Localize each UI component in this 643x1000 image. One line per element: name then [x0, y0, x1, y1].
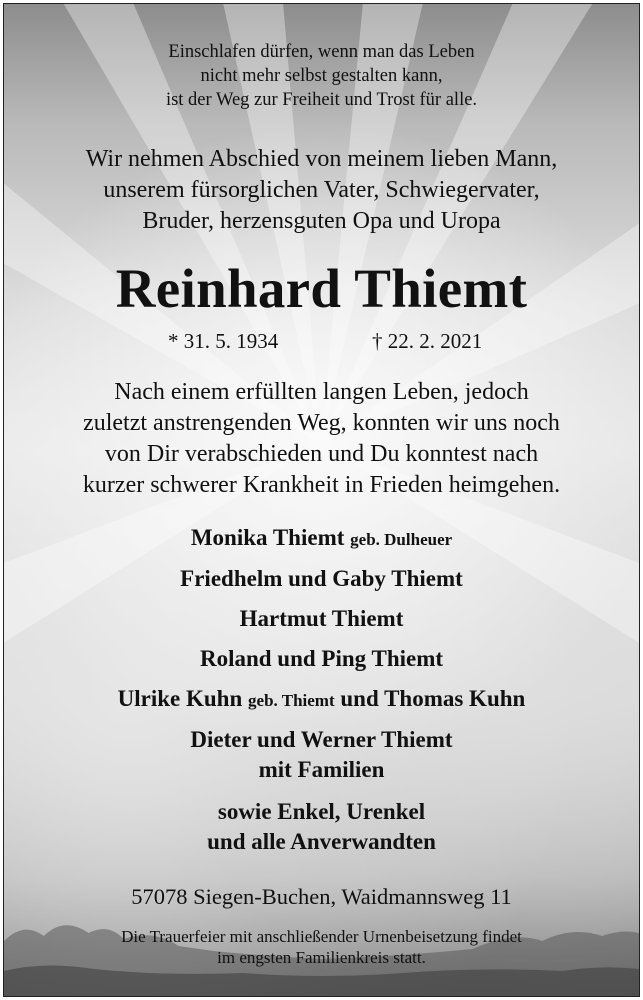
family-member: und alle Anverwandten	[207, 829, 436, 854]
motto	[4, 40, 639, 112]
address: 57078 Siegen-Buchen, Waidmannsweg 11	[131, 884, 512, 909]
deceased-name: Reinhard Thiemt	[115, 258, 528, 319]
intro	[4, 144, 639, 237]
family-member: Hartmut Thiemt	[239, 606, 404, 631]
family-member: mit Familien	[258, 757, 385, 782]
family-member: sowie Enkel, Urenkel	[217, 799, 426, 824]
farewell-line: kurzer schwerer Krankheit in Frieden heimgehen.	[82, 472, 561, 498]
family-member: Friedhelm und Gaby Thiemt	[180, 566, 463, 591]
obituary-card	[3, 3, 640, 997]
family-name: Ulrike Kuhn	[117, 686, 243, 711]
farewell-line: zuletzt anstrengenden Weg, konnten wir uns noch	[83, 410, 560, 436]
maiden-name: geb. Thiemt	[248, 691, 335, 710]
family-member: Roland und Ping Thiemt	[199, 646, 444, 671]
note-line: Die Trauerfeier mit anschließender Urnenbeisetzung findet	[121, 927, 522, 946]
intro-line: unserem fürsorglichen Vater, Schwiegervater,	[103, 177, 540, 203]
family-name: Monika Thiemt	[190, 525, 345, 550]
motto-line: Einschlafen dürfen, wenn man das Leben	[168, 42, 475, 62]
family-member: Dieter und Werner Thiemt	[190, 727, 453, 752]
farewell-line: Nach einem erfüllten langen Leben, jedoch	[114, 379, 529, 405]
family-member	[4, 686, 639, 712]
intro-line: Bruder, herzensguten Opa und Uropa	[142, 208, 501, 234]
intro-line: Wir nehmen Abschied von meinem lieben Mann,	[85, 146, 558, 172]
maiden-name: geb. Dulheuer	[350, 530, 453, 549]
farewell-text	[4, 377, 639, 501]
note-line: im engsten Familienkreis statt.	[217, 948, 426, 967]
family-name: und Thomas Kuhn	[340, 686, 526, 711]
motto-line: ist der Weg zur Freiheit und Trost für alle.	[165, 90, 478, 110]
birth-date: * 31. 5. 1934	[168, 329, 279, 353]
death-date: † 22. 2. 2021	[372, 329, 483, 353]
motto-line: nicht mehr selbst gestalten kann,	[200, 66, 443, 86]
funeral-note	[4, 926, 639, 968]
farewell-line: von Dir verabschieden und Du konntest nach	[104, 441, 539, 467]
family-member	[4, 525, 639, 551]
